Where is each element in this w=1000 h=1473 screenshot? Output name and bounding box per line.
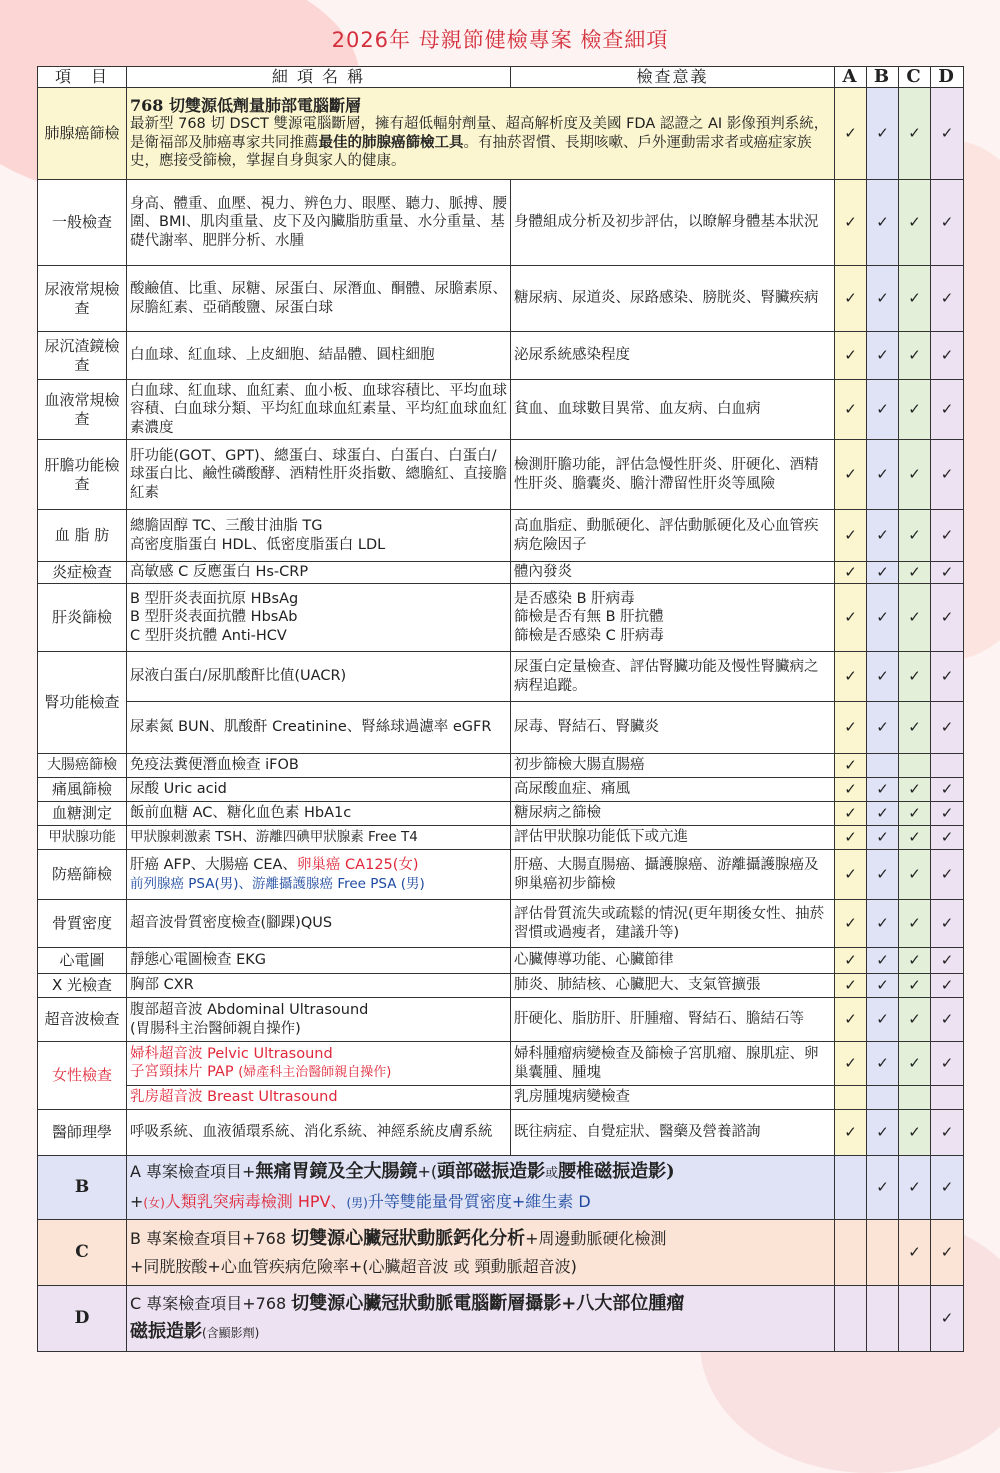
- check-a: ✓: [835, 1110, 867, 1156]
- check-a: ✓: [835, 802, 867, 826]
- package-label: D: [38, 1286, 127, 1352]
- package-text: A 專案檢查項目+: [130, 1162, 256, 1181]
- check-a: ✓: [835, 974, 867, 998]
- check-c: ✓: [899, 1220, 931, 1286]
- item-label: 血糖測定: [38, 802, 127, 826]
- check-a: ✓: [835, 88, 867, 180]
- check-d-empty: [931, 1086, 964, 1110]
- item-label: 血 脂 肪: [38, 510, 127, 562]
- check-b: ✓: [867, 948, 899, 974]
- check-c: ✓: [899, 380, 931, 440]
- package-text-male: (男): [346, 1196, 368, 1210]
- package-text-female: (女): [143, 1196, 165, 1210]
- item-label: 女性檢查: [38, 1042, 127, 1110]
- package-line: +同胱胺酸+心血管疾病危險率+(心臟超音波 或 頸動脈超音波): [130, 1256, 577, 1276]
- header-detail: 細 項 名 稱: [127, 67, 511, 88]
- check-b: ✓: [867, 826, 899, 850]
- check-d: ✓: [931, 584, 964, 652]
- check-c: ✓: [899, 900, 931, 948]
- detail-line: 婦科超音波 Pelvic Ultrasound: [130, 1045, 333, 1062]
- item-label: 防癌篩檢: [38, 850, 127, 900]
- table-row: [38, 380, 964, 440]
- check-b: ✓: [867, 802, 899, 826]
- table-row: [38, 778, 964, 802]
- meaning-cell: 糖尿病之篩檢: [511, 802, 835, 826]
- detail-line: B 型肝炎表面抗體 HbsAb: [130, 609, 298, 626]
- lung-text-bold: 最佳的肺腺癌篩檢工具: [318, 134, 464, 151]
- package-label: B: [38, 1156, 127, 1220]
- detail-line: [130, 1063, 507, 1083]
- detail-line: 總膽固醇 TC、三酸甘油脂 TG: [130, 518, 323, 534]
- package-text-bold: ): [666, 1161, 675, 1182]
- check-d: ✓: [931, 998, 964, 1042]
- package-text: (含顯影劑): [202, 1326, 260, 1340]
- check-b: ✓: [867, 850, 899, 900]
- table-row: [38, 1110, 964, 1156]
- lung-text: 最新型 768 切 DSCT 雙源電腦斷層，擁有超低輻射劑量、超高解析度及美國 FDA 認證之 AI 影像預判系統，是衛福部及肺癌專家共同推薦: [130, 116, 829, 151]
- item-label: 尿液常規檢查: [38, 266, 127, 332]
- check-d: ✓: [931, 826, 964, 850]
- detail-cell: 飯前血糖 AC、糖化血色素 HbA1c: [127, 802, 511, 826]
- check-c: ✓: [899, 584, 931, 652]
- header-row: [38, 67, 964, 88]
- item-label: 心電圖: [38, 948, 127, 974]
- page-title: 2026年 母親節健檢專案 檢查細項: [331, 28, 669, 52]
- item-label: 尿沉渣鏡檢查: [38, 332, 127, 380]
- package-text: +: [130, 1192, 144, 1211]
- package-description: [127, 1220, 835, 1286]
- check-a: ✓: [835, 754, 867, 778]
- detail-text-female: 卵巢癌 CA125(女): [296, 857, 419, 873]
- detail-text: 子宮頸抹片 PAP: [130, 1064, 239, 1080]
- item-label: 醫師理學: [38, 1110, 127, 1156]
- check-d: ✓: [931, 440, 964, 510]
- table-row: [38, 1042, 964, 1086]
- meaning-cell: 高血脂症、動脈硬化、評估動脈硬化及心血管疾病危險因子: [511, 510, 835, 562]
- meaning-cell: [511, 584, 835, 652]
- item-label: 腎功能檢查: [38, 652, 127, 754]
- check-b: ✓: [867, 1042, 899, 1086]
- check-c: ✓: [899, 510, 931, 562]
- detail-cell: [127, 850, 511, 900]
- check-d: ✓: [931, 1286, 964, 1352]
- check-d: ✓: [931, 1156, 964, 1220]
- detail-cell: 免疫法糞便潛血檢查 iFOB: [127, 754, 511, 778]
- table-row: [38, 900, 964, 948]
- package-label: C: [38, 1220, 127, 1286]
- detail-cell: 靜態心電圖檢查 EKG: [127, 948, 511, 974]
- check-d: ✓: [931, 1042, 964, 1086]
- meaning-cell: 高尿酸血症、痛風: [511, 778, 835, 802]
- check-c: ✓: [899, 1042, 931, 1086]
- detail-cell: 白血球、紅血球、上皮細胞、結晶體、圓柱細胞: [127, 332, 511, 380]
- check-b: ✓: [867, 510, 899, 562]
- check-c: ✓: [899, 826, 931, 850]
- meaning-line: 篩檢是否有無 B 肝抗體: [514, 609, 664, 626]
- detail-line: (胃腸科主治醫師親自操作): [130, 1020, 301, 1037]
- detail-line: [130, 856, 507, 875]
- table-row: [38, 332, 964, 380]
- detail-line: B 型肝炎表面抗原 HBsAg: [130, 590, 299, 607]
- meaning-cell: 初步篩檢大腸直腸癌: [511, 754, 835, 778]
- package-text-female: 人類乳突病毒檢測 HPV、: [164, 1192, 347, 1211]
- lung-text: 。有抽菸習慣、長期咳嗽、戶外運動需求者或癌症家族史，應接受篩檢，掌握自身與家人的健康。: [130, 134, 812, 169]
- table-row: [38, 826, 964, 850]
- package-text: C 專案檢查項目+768: [130, 1294, 292, 1313]
- meaning-cell: 泌尿系統感染程度: [511, 332, 835, 380]
- check-a-empty: [835, 1220, 867, 1286]
- check-a-empty: [835, 1086, 867, 1110]
- item-label: 肺腺癌篩檢: [38, 88, 127, 180]
- check-b: ✓: [867, 652, 899, 702]
- detail-cell: 身高、體重、血壓、視力、辨色力、眼壓、聽力、脈搏、腰圍、BMI、肌肉重量、皮下及內臟脂肪重量、水分重量、基礎代謝率、肥胖分析、水腫: [127, 180, 511, 266]
- check-d: ✓: [931, 900, 964, 948]
- check-a: ✓: [835, 380, 867, 440]
- detail-cell: 甲狀腺刺激素 TSH、游離四碘甲狀腺素 Free T4: [127, 826, 511, 850]
- header-c: C: [899, 67, 931, 88]
- check-a-empty: [835, 1286, 867, 1352]
- check-c: ✓: [899, 440, 931, 510]
- check-a-empty: [835, 1156, 867, 1220]
- check-c: ✓: [899, 562, 931, 584]
- detail-cell: 尿素氮 BUN、肌酸酐 Creatinine、腎絲球過濾率 eGFR: [127, 702, 511, 754]
- table-row: [38, 702, 964, 754]
- package-text-bold: 腰椎磁振造影: [558, 1161, 667, 1182]
- item-label: 大腸癌篩檢: [38, 754, 127, 778]
- check-c: ✓: [899, 702, 931, 754]
- detail-cell: [127, 584, 511, 652]
- detail-cell: [127, 1042, 511, 1086]
- package-line: [130, 1225, 831, 1253]
- package-text-bold: 切雙源心臟冠狀動脈鈣化分析: [291, 1227, 526, 1249]
- check-a: ✓: [835, 702, 867, 754]
- detail-cell: 尿酸 Uric acid: [127, 778, 511, 802]
- header-a: A: [835, 67, 867, 88]
- detail-line: 腹部超音波 Abdominal Ultrasound: [130, 1002, 369, 1018]
- check-b: ✓: [867, 180, 899, 266]
- item-label: 血液常規檢查: [38, 380, 127, 440]
- detail-line: 高密度脂蛋白 HDL、低密度脂蛋白 LDL: [130, 536, 386, 553]
- package-row-b: [38, 1156, 964, 1220]
- check-c: ✓: [899, 948, 931, 974]
- check-b: ✓: [867, 1110, 899, 1156]
- check-c: ✓: [899, 850, 931, 900]
- check-c: ✓: [899, 1110, 931, 1156]
- check-d: ✓: [931, 510, 964, 562]
- meaning-cell: 肝癌、大腸直腸癌、攝護腺癌、游離攝護腺癌及卵巢癌初步篩檢: [511, 850, 835, 900]
- package-row-d: [38, 1286, 964, 1352]
- table-row: [38, 948, 964, 974]
- check-b: ✓: [867, 998, 899, 1042]
- check-c: ✓: [899, 802, 931, 826]
- check-a: ✓: [835, 332, 867, 380]
- detail-cell: 胸部 CXR: [127, 974, 511, 998]
- detail-text: (婦產科主治醫師親自操作): [238, 1065, 392, 1080]
- check-a: ✓: [835, 180, 867, 266]
- detail-cell: 酸鹼值、比重、尿糖、尿蛋白、尿潛血、酮體、尿膽素原、尿膽紅素、亞硝酸鹽、尿蛋白球: [127, 266, 511, 332]
- package-description: [127, 1156, 835, 1220]
- meaning-cell: 尿毒、腎結石、腎臟炎: [511, 702, 835, 754]
- check-d: ✓: [931, 562, 964, 584]
- meaning-cell: 肝硬化、脂肪肝、肝腫瘤、腎結石、膽結石等: [511, 998, 835, 1042]
- detail-text-male: 前列腺癌 PSA(男)、: [130, 875, 253, 892]
- check-b-empty: [867, 754, 899, 778]
- package-line: [130, 1290, 831, 1318]
- check-c: ✓: [899, 180, 931, 266]
- table-row: [38, 584, 964, 652]
- item-label: 肝炎篩檢: [38, 584, 127, 652]
- check-d: ✓: [931, 380, 964, 440]
- check-d: ✓: [931, 1110, 964, 1156]
- meaning-cell: 糖尿病、尿道炎、尿路感染、膀胱炎、腎臟疾病: [511, 266, 835, 332]
- package-text: B 專案檢查項目+768: [130, 1228, 292, 1248]
- meaning-line: 篩檢是否感染 C 肝病毒: [514, 627, 664, 644]
- detail-cell: 呼吸系統、血液循環系統、消化系統、神經系統皮膚系統: [127, 1110, 511, 1156]
- check-b-empty: [867, 1286, 899, 1352]
- check-c-empty: [899, 754, 931, 778]
- meaning-cell: 婦科腫瘤病變檢查及篩檢子宮肌瘤、腺肌症、卵巢囊腫、腫塊: [511, 1042, 835, 1086]
- package-text: 或: [545, 1166, 559, 1181]
- item-label: 超音波檢查: [38, 998, 127, 1042]
- check-d: ✓: [931, 802, 964, 826]
- package-text-bold: 頭部磁振造影: [437, 1161, 546, 1182]
- item-label: 一般檢查: [38, 180, 127, 266]
- check-a: ✓: [835, 440, 867, 510]
- check-b: ✓: [867, 974, 899, 998]
- meaning-cell: 肺炎、肺結核、心臟肥大、支氣管擴張: [511, 974, 835, 998]
- detail-cell: 尿液白蛋白/尿肌酸酐比值(UACR): [127, 652, 511, 702]
- package-text-bold: 無痛胃鏡及全大腸鏡: [255, 1161, 418, 1182]
- table-row: [38, 850, 964, 900]
- check-b: ✓: [867, 778, 899, 802]
- check-c-empty: [899, 1086, 931, 1110]
- detail-cell: 白血球、紅血球、血紅素、血小板、血球容積比、平均血球容積、白血球分類、平均紅血球血紅素量、平均紅血球血紅素濃度: [127, 380, 511, 440]
- check-a: ✓: [835, 948, 867, 974]
- check-c: ✓: [899, 652, 931, 702]
- meaning-cell: 貧血、血球數目異常、血友病、白血病: [511, 380, 835, 440]
- meaning-cell: 體內發炎: [511, 562, 835, 584]
- check-d: ✓: [931, 702, 964, 754]
- check-d: ✓: [931, 948, 964, 974]
- detail-cell: [127, 510, 511, 562]
- table-row: [38, 802, 964, 826]
- check-c: ✓: [899, 266, 931, 332]
- table-row: [38, 562, 964, 584]
- check-c: ✓: [899, 778, 931, 802]
- item-label: 炎症檢查: [38, 562, 127, 584]
- meaning-cell: 評估骨質流失或疏鬆的情況(更年期後女性、抽菸習慣或過瘦者，建議升等): [511, 900, 835, 948]
- item-label: 痛風篩檢: [38, 778, 127, 802]
- item-label: 肝膽功能檢查: [38, 440, 127, 510]
- check-a: ✓: [835, 778, 867, 802]
- meaning-cell: 既往病症、自覺症狀、醫藥及營養諮詢: [511, 1110, 835, 1156]
- meaning-cell: 心臟傳導功能、心臟節律: [511, 948, 835, 974]
- table-row: [38, 180, 964, 266]
- meaning-line: 是否感染 B 肝病毒: [514, 590, 635, 607]
- detail-text: 肝癌 AFP、大腸癌 CEA、: [130, 857, 297, 873]
- check-d: ✓: [931, 180, 964, 266]
- check-b: ✓: [867, 562, 899, 584]
- detail-cell: [127, 998, 511, 1042]
- check-d: ✓: [931, 332, 964, 380]
- check-b: ✓: [867, 440, 899, 510]
- check-d: ✓: [931, 974, 964, 998]
- item-label: X 光檢查: [38, 974, 127, 998]
- header-b: B: [867, 67, 899, 88]
- package-line: [130, 1158, 831, 1188]
- item-label: 甲狀腺功能: [38, 826, 127, 850]
- detail-cell: 乳房超音波 Breast Ultrasound: [127, 1086, 511, 1110]
- check-b: ✓: [867, 702, 899, 754]
- meaning-cell: 評估甲狀腺功能低下或亢進: [511, 826, 835, 850]
- package-line: [130, 1318, 831, 1347]
- meaning-cell: 檢測肝膽功能，評估急慢性肝炎、肝硬化、酒精性肝炎、膽囊炎、膽汁滯留性肝炎等風險: [511, 440, 835, 510]
- check-b: ✓: [867, 1156, 899, 1220]
- check-c: ✓: [899, 974, 931, 998]
- check-a: ✓: [835, 998, 867, 1042]
- table-row: [38, 1086, 964, 1110]
- package-text: +周邊動脈硬化檢測: [525, 1228, 667, 1248]
- check-d: ✓: [931, 850, 964, 900]
- check-b: ✓: [867, 266, 899, 332]
- header-meaning: 檢查意義: [511, 67, 835, 88]
- table-row: [38, 266, 964, 332]
- check-c: ✓: [899, 998, 931, 1042]
- check-c: ✓: [899, 88, 931, 180]
- check-c-empty: [899, 1286, 931, 1352]
- check-d: ✓: [931, 778, 964, 802]
- meaning-cell: 尿蛋白定量檢查、評估腎臟功能及慢性腎臟病之病程追蹤。: [511, 652, 835, 702]
- package-text-male: 升等雙能量骨質密度+維生素 D: [367, 1192, 591, 1211]
- package-text-bold: 切雙源心臟冠狀動脈電腦斷層攝影+八大部位腫瘤: [291, 1293, 685, 1314]
- package-description: [127, 1286, 835, 1352]
- check-d: ✓: [931, 1220, 964, 1286]
- check-b: ✓: [867, 584, 899, 652]
- check-b-empty: [867, 1086, 899, 1110]
- header-item: 項 目: [38, 67, 127, 88]
- package-text: +(: [417, 1162, 438, 1181]
- check-a: ✓: [835, 562, 867, 584]
- check-b: ✓: [867, 900, 899, 948]
- check-b: ✓: [867, 88, 899, 180]
- checkup-table: [37, 66, 964, 1352]
- check-a: ✓: [835, 584, 867, 652]
- check-d: ✓: [931, 88, 964, 180]
- package-row-c: [38, 1220, 964, 1286]
- table-row: [38, 440, 964, 510]
- check-d: ✓: [931, 652, 964, 702]
- check-a: ✓: [835, 510, 867, 562]
- table-row: [38, 998, 964, 1042]
- check-a: ✓: [835, 1042, 867, 1086]
- check-b-empty: [867, 1220, 899, 1286]
- check-d: ✓: [931, 266, 964, 332]
- check-c: ✓: [899, 1156, 931, 1220]
- lung-description: [127, 88, 835, 180]
- check-b: ✓: [867, 332, 899, 380]
- check-c: ✓: [899, 332, 931, 380]
- check-d-empty: [931, 754, 964, 778]
- detail-line: C 型肝炎抗體 Anti-HCV: [130, 627, 287, 644]
- table-row: [38, 754, 964, 778]
- check-a: ✓: [835, 266, 867, 332]
- meaning-cell: 身體組成分析及初步評估，以瞭解身體基本狀況: [511, 180, 835, 266]
- table-row: [38, 510, 964, 562]
- header-d: D: [931, 67, 964, 88]
- table-row: [38, 974, 964, 998]
- check-a: ✓: [835, 652, 867, 702]
- check-b: ✓: [867, 380, 899, 440]
- meaning-cell: 乳房腫塊病變檢查: [511, 1086, 835, 1110]
- item-label: 骨質密度: [38, 900, 127, 948]
- check-a: ✓: [835, 850, 867, 900]
- table-row: [38, 88, 964, 180]
- check-a: ✓: [835, 900, 867, 948]
- check-a: ✓: [835, 826, 867, 850]
- detail-line: [130, 875, 507, 894]
- package-text-bold: 磁振造影: [130, 1321, 202, 1342]
- detail-cell: 肝功能(GOT、GPT)、總蛋白、球蛋白、白蛋白、白蛋白/球蛋白比、鹼性磷酸酵、酒精性肝炎指數、總膽紅、直接膽紅素: [127, 440, 511, 510]
- package-line: [130, 1188, 831, 1217]
- detail-cell: 超音波骨質密度檢查(腳踝)QUS: [127, 900, 511, 948]
- detail-text-male: 游離攝護腺癌 Free PSA (男): [252, 875, 425, 892]
- table-row: [38, 652, 964, 702]
- detail-cell: 高敏感 C 反應蛋白 Hs-CRP: [127, 562, 511, 584]
- lung-heading: 768 切雙源低劑量肺部電腦斷層: [130, 95, 361, 115]
